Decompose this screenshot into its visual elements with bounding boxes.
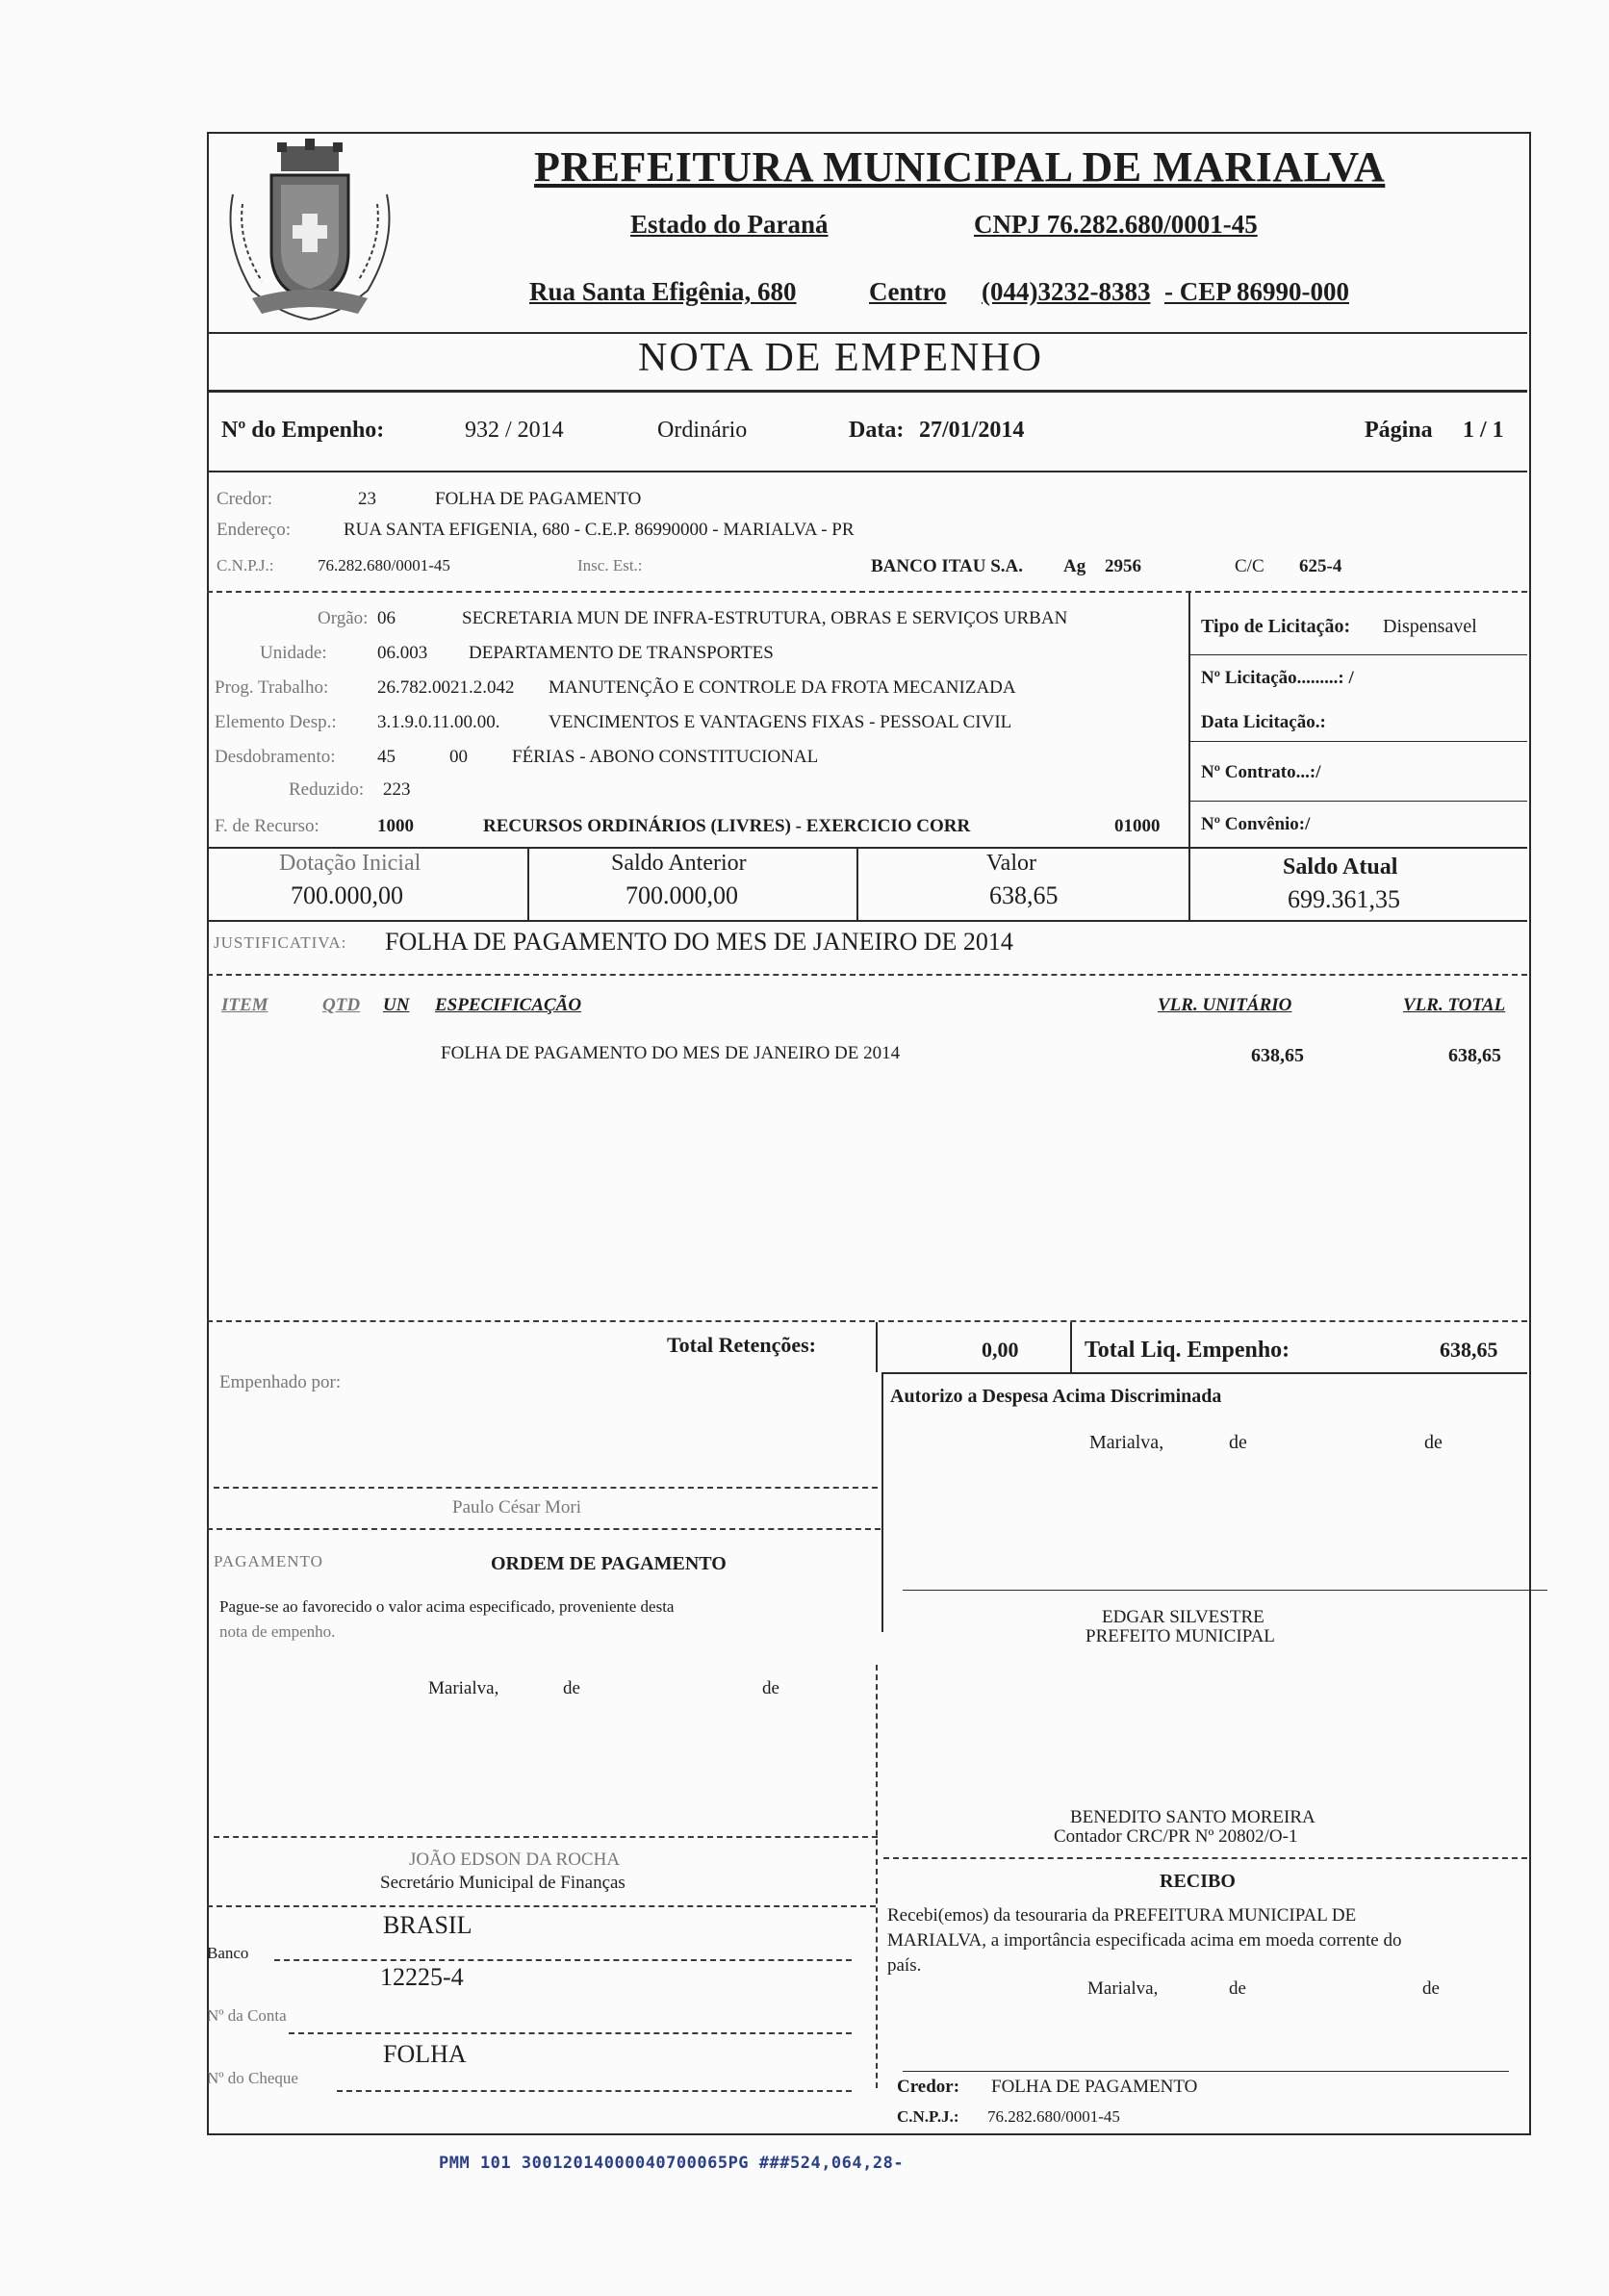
divider: [207, 1528, 881, 1530]
orgao-code: 06: [377, 608, 396, 628]
empenhado-name: Paulo César Mori: [452, 1497, 582, 1518]
divider: [207, 847, 1527, 849]
signature-line: [903, 1590, 1547, 1591]
divider: [876, 1665, 878, 2088]
divider: [883, 1857, 1527, 1859]
divider: [207, 591, 1527, 593]
recibo-cnpj-value: 76.282.680/0001-45: [987, 2107, 1120, 2126]
dotacao-value: 700.000,00: [291, 881, 403, 909]
empenho-type: Ordinário: [657, 418, 748, 443]
account-value: 625-4: [1299, 556, 1342, 576]
recibo-credor-value: FOLHA DE PAGAMENTO: [991, 2077, 1198, 2097]
orgao-label: Orgão:: [318, 608, 369, 628]
unidade-code: 06.003: [377, 643, 428, 663]
banco-value: BRASIL: [383, 1911, 472, 1939]
page-label: Página: [1365, 418, 1433, 443]
page-value: 1 / 1: [1463, 418, 1504, 443]
account-label: C/C: [1235, 556, 1264, 576]
ie-label: Insc. Est.:: [577, 556, 643, 574]
bank-name: BANCO ITAU S.A.: [871, 556, 1024, 576]
retencoes-value: 0,00: [982, 1338, 1019, 1362]
programa-label: Prog. Trabalho:: [215, 677, 329, 698]
recibo-line-3: país.: [887, 1955, 922, 1976]
reduzido-label: Reduzido:: [289, 779, 365, 800]
municipality-name: PREFEITURA MUNICIPAL DE MARIALVA: [534, 143, 1386, 191]
desdobramento-desc: FÉRIAS - ABONO CONSTITUCIONAL: [512, 747, 819, 767]
item-unit-value: 638,65: [1251, 1045, 1304, 1066]
recurso-subcode: 01000: [1114, 816, 1161, 836]
divider: [527, 847, 529, 920]
field-line: [274, 1959, 852, 1961]
address-label: Endereço:: [217, 520, 292, 540]
document-title: NOTA DE EMPENHO: [638, 336, 1043, 380]
pagamento-text-1: Pague-se ao favorecido o valor acima especificado, proveniente desta: [219, 1597, 675, 1616]
liquido-label: Total Liq. Empenho:: [1085, 1338, 1290, 1363]
justificativa-label: JUSTIFICATIVA:: [214, 933, 347, 952]
elemento-desc: VENCIMENTOS E VANTAGENS FIXAS - PESSOAL CIVIL: [549, 712, 1012, 732]
dotacao-label: Dotação Inicial: [279, 851, 421, 876]
col-total-value: VLR. TOTAL: [1403, 995, 1506, 1015]
cheque-value: FOLHA: [383, 2040, 467, 2068]
programa-desc: MANUTENÇÃO E CONTROLE DA FROTA MECANIZADA: [549, 677, 1016, 698]
numero-licitacao: Nº Licitação.........: /: [1201, 668, 1354, 688]
saldo-anterior-value: 700.000,00: [626, 881, 738, 909]
contador-role: Contador CRC/PR Nº 20802/O-1: [1054, 1826, 1298, 1847]
prefeito-name: EDGAR SILVESTRE: [1102, 1607, 1264, 1627]
divider: [1190, 741, 1527, 742]
saldo-atual-value: 699.361,35: [1288, 885, 1400, 913]
item-total-value: 638,65: [1448, 1045, 1501, 1066]
ordem-pagamento-title: ORDEM DE PAGAMENTO: [491, 1553, 727, 1574]
recibo-city: Marialva,: [1087, 1978, 1159, 1999]
recurso-label: F. de Recurso:: [215, 816, 319, 836]
autorizo-text: Autorizo a Despesa Acima Discriminada: [890, 1386, 1222, 1407]
desdobramento-code: 45: [377, 747, 396, 767]
agency-value: 2956: [1105, 556, 1141, 576]
agency-label: Ag: [1063, 556, 1086, 576]
divider: [207, 974, 1527, 976]
retencoes-label: Total Retenções:: [667, 1333, 816, 1357]
divider: [1190, 801, 1527, 802]
recibo-credor-label: Credor:: [897, 2077, 960, 2097]
recurso-code: 1000: [377, 816, 414, 836]
divider: [207, 1320, 1527, 1322]
divider: [207, 332, 1527, 334]
pagamento-label: PAGAMENTO: [214, 1552, 323, 1570]
item-spec: FOLHA DE PAGAMENTO DO MES DE JANEIRO DE 2014: [441, 1043, 901, 1063]
convenio: Nº Convênio:/: [1201, 814, 1311, 834]
divider: [1188, 847, 1190, 920]
col-un: UN: [383, 995, 410, 1015]
divider: [1070, 1322, 1072, 1372]
col-unit-value: VLR. UNITÁRIO: [1158, 995, 1292, 1015]
signature-line: [214, 1836, 878, 1838]
pagamento-de-1: de: [563, 1678, 580, 1698]
prefeito-role: PREFEITO MUNICIPAL: [1085, 1626, 1275, 1646]
autorizo-de-2: de: [1424, 1432, 1443, 1453]
desdobramento-subcode: 00: [449, 747, 468, 767]
col-spec: ESPECIFICAÇÃO: [435, 995, 582, 1015]
divider: [883, 1372, 1527, 1374]
credor-name: FOLHA DE PAGAMENTO: [435, 489, 642, 509]
divider: [207, 1905, 876, 1907]
recibo-line-1: Recebi(emos) da tesouraria da PREFEITURA MUNICIPAL DE: [887, 1905, 1357, 1926]
state-name: Estado do Paraná: [630, 210, 829, 239]
divider: [881, 1372, 883, 1632]
recibo-de-2: de: [1422, 1978, 1440, 1999]
divider: [876, 1322, 878, 1372]
contrato: Nº Contrato...:/: [1201, 762, 1321, 782]
credor-cnpj: 76.282.680/0001-45: [318, 556, 450, 574]
tipo-licitacao-label: Tipo de Licitação:: [1201, 616, 1351, 637]
pagamento-text-2: nota de empenho.: [219, 1622, 336, 1641]
unidade-desc: DEPARTAMENTO DE TRANSPORTES: [469, 643, 774, 663]
cheque-label: Nº do Cheque: [207, 2069, 298, 2087]
credor-address: RUA SANTA EFIGENIA, 680 - C.E.P. 86990000 - MARIALVA - PR: [344, 520, 855, 540]
footer-code: PMM 101 30012014000040700065PG ###524,064,28-: [439, 2154, 905, 2173]
orgao-desc: SECRETARIA MUN DE INFRA-ESTRUTURA, OBRAS E SERVIÇOS URBAN: [462, 608, 1068, 628]
secretario-role: Secretário Municipal de Finanças: [380, 1873, 626, 1893]
cnpj-label: C.N.P.J.:: [217, 556, 274, 574]
header-street: Rua Santa Efigênia, 680: [529, 277, 797, 306]
empenho-label: Nº do Empenho:: [221, 418, 385, 443]
saldo-atual-label: Saldo Atual: [1283, 855, 1398, 880]
valor-value: 638,65: [989, 881, 1059, 909]
divider: [1190, 654, 1527, 655]
contador-name: BENEDITO SANTO MOREIRA: [1070, 1807, 1315, 1827]
header-cnpj: CNPJ 76.282.680/0001-45: [974, 210, 1258, 239]
header-district: Centro: [869, 277, 947, 306]
pagamento-city: Marialva,: [428, 1678, 499, 1698]
elemento-code: 3.1.9.0.11.00.00.: [377, 712, 500, 732]
empenho-number: 932 / 2014: [465, 418, 564, 443]
pagamento-de-2: de: [762, 1678, 779, 1698]
valor-label: Valor: [986, 851, 1036, 876]
conta-value: 12225-4: [380, 1963, 464, 1991]
tipo-licitacao-value: Dispensavel: [1383, 616, 1477, 637]
credor-label: Credor:: [217, 489, 273, 509]
col-item: ITEM: [221, 995, 268, 1015]
saldo-anterior-label: Saldo Anterior: [611, 851, 747, 876]
data-licitacao: Data Licitação.:: [1201, 712, 1326, 732]
divider: [207, 390, 1527, 393]
header-cep: - CEP 86990-000: [1164, 277, 1349, 306]
signature-line: [214, 1487, 878, 1489]
recibo-line-2: MARIALVA, a importância especificada acima em moeda corrente do: [887, 1930, 1402, 1951]
empenhado-label: Empenhado por:: [219, 1372, 342, 1392]
col-qtd: QTD: [322, 995, 361, 1015]
justificativa-text: FOLHA DE PAGAMENTO DO MES DE JANEIRO DE 2014: [385, 928, 1013, 956]
divider: [1188, 593, 1190, 847]
credor-code: 23: [358, 489, 376, 509]
unidade-label: Unidade:: [260, 643, 327, 663]
banco-label: Banco: [207, 1944, 249, 1962]
divider: [207, 471, 1527, 472]
secretario-name: JOÃO EDSON DA ROCHA: [409, 1850, 621, 1870]
divider: [207, 920, 1527, 922]
divider: [856, 847, 858, 920]
field-line: [289, 2032, 852, 2034]
signature-line: [903, 2071, 1509, 2072]
recibo-title: RECIBO: [1160, 1871, 1236, 1892]
autorizo-city: Marialva,: [1089, 1432, 1164, 1453]
desdobramento-label: Desdobramento:: [215, 747, 336, 767]
recibo-de-1: de: [1229, 1978, 1246, 1999]
programa-code: 26.782.0021.2.042: [377, 677, 515, 698]
date-value: 27/01/2014: [919, 418, 1025, 443]
elemento-label: Elemento Desp.:: [215, 712, 337, 732]
autorizo-de-1: de: [1229, 1432, 1247, 1453]
reduzido-code: 223: [383, 779, 411, 800]
conta-label: Nº da Conta: [207, 2006, 287, 2025]
header-phone: (044)3232-8383: [982, 277, 1151, 306]
liquido-value: 638,65: [1440, 1338, 1498, 1362]
field-line: [337, 2090, 852, 2092]
date-label: Data:: [849, 418, 905, 443]
recurso-desc: RECURSOS ORDINÁRIOS (LIVRES) - EXERCICIO CORR: [483, 816, 971, 836]
recibo-cnpj-label: C.N.P.J.:: [897, 2107, 959, 2126]
